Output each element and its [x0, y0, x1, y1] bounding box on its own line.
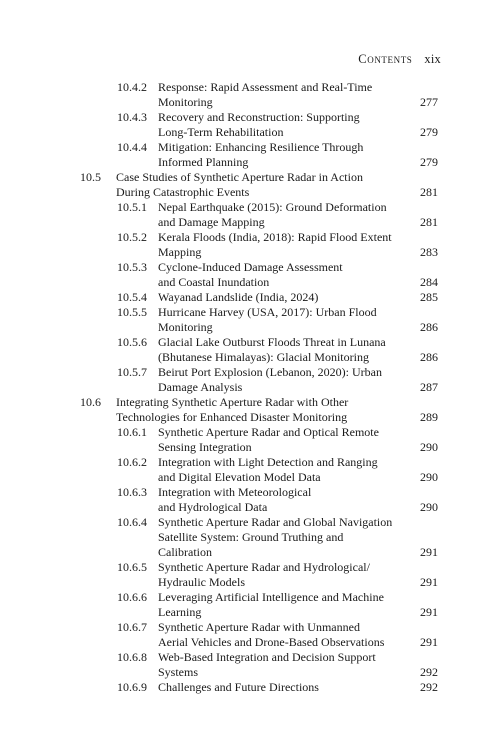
toc-entry-title: Glacial Lake Outburst Floods Threat in Lunana (Bhutanese Himalayas): Glacial Monitoring: [158, 335, 386, 364]
toc-entry: [0, 650, 500, 680]
toc-entry-number: 10.5.1: [117, 200, 147, 214]
toc-entry-page: 281: [420, 215, 438, 229]
toc-entry-number: 10.4.2: [117, 80, 147, 94]
toc-entry-title: Nepal Earthquake (2015): Ground Deformation and Damage Mapping: [158, 200, 387, 229]
toc-entry-title: Beirut Port Explosion (Lebanon, 2020): Urban Damage Analysis: [158, 365, 382, 394]
toc-entry: [0, 425, 500, 455]
toc-entry-number: 10.6.8: [117, 650, 147, 664]
toc-entry: [0, 200, 500, 230]
running-header-title: Contents: [358, 52, 413, 66]
toc-entry-number: 10.6.3: [117, 485, 147, 499]
toc-entry-number: 10.6.5: [117, 560, 147, 574]
toc-entry: [0, 140, 500, 170]
toc-entry-page: 286: [420, 350, 438, 364]
toc-entry-page: 291: [420, 605, 438, 619]
toc-entry-page: 289: [420, 410, 438, 424]
toc-entry: [0, 305, 500, 335]
toc-entry-title: Challenges and Future Directions: [158, 680, 319, 694]
toc-entry-number: 10.6.9: [117, 680, 147, 694]
toc-entry-title: Wayanad Landslide (India, 2024): [158, 290, 319, 304]
toc-entry-page: 287: [420, 380, 438, 394]
toc-entry-number: 10.6.7: [117, 620, 147, 634]
toc-entry-page: 291: [420, 545, 438, 559]
toc-entry: [0, 680, 500, 695]
toc-entry: [0, 620, 500, 650]
toc-entry: [0, 485, 500, 515]
toc-entry-number: 10.4.4: [117, 140, 147, 154]
toc-entry-title: Integrating Synthetic Aperture Radar with Other Technologies for Enhanced Disaster Monitoring: [116, 395, 349, 424]
toc-entry: [0, 515, 500, 560]
page-number: xix: [424, 52, 441, 66]
toc-entry: [0, 230, 500, 260]
toc-entry-page: 277: [420, 95, 438, 109]
toc-entry-title: Hurricane Harvey (USA, 2017): Urban Flood Monitoring: [158, 305, 377, 334]
toc-entry: [0, 80, 500, 110]
toc-entry-number: 10.6.1: [117, 425, 147, 439]
toc-entry-page: 279: [420, 155, 438, 169]
toc-entry: [0, 170, 500, 200]
toc-entry-page: 292: [420, 680, 438, 694]
toc-entry-page: 291: [420, 635, 438, 649]
toc-entry-title: Cyclone-Induced Damage Assessment and Coastal Inundation: [158, 260, 343, 289]
toc-entry: [0, 110, 500, 140]
toc-entry-page: 281: [420, 185, 438, 199]
toc-entry-number: 10.5: [80, 170, 101, 184]
toc-entry-number: 10.5.7: [117, 365, 147, 379]
toc-entry: [0, 560, 500, 590]
toc-entry-page: 286: [420, 320, 438, 334]
toc-entry-number: 10.5.6: [117, 335, 147, 349]
toc-entry: [0, 395, 500, 425]
toc-entry-title: Synthetic Aperture Radar with Unmanned Aerial Vehicles and Drone-Based Observations: [158, 620, 385, 649]
toc-entry: [0, 455, 500, 485]
toc-entry-title: Mitigation: Enhancing Resilience Through Informed Planning: [158, 140, 364, 169]
toc-entry: [0, 365, 500, 395]
toc-entry-title: Response: Rapid Assessment and Real-Time Monitoring: [158, 80, 373, 109]
toc-entry-page: 283: [420, 245, 438, 259]
toc-entry-title: Recovery and Reconstruction: Supporting Long-Term Rehabilitation: [158, 110, 360, 139]
toc-entry-title: Synthetic Aperture Radar and Optical Remote Sensing Integration: [158, 425, 379, 454]
toc-entry-number: 10.6.4: [117, 515, 147, 529]
running-header: [358, 52, 441, 67]
toc-entry-title: Synthetic Aperture Radar and Hydrological/ Hydraulic Models: [158, 560, 370, 589]
toc-entry-title: Leveraging Artificial Intelligence and Machine Learning: [158, 590, 384, 619]
toc-entry-page: 290: [420, 470, 438, 484]
toc-entry: [0, 260, 500, 290]
toc-entry-number: 10.6.2: [117, 455, 147, 469]
toc-entry: [0, 590, 500, 620]
toc-entry-title: Integration with Meteorological and Hydrological Data: [158, 485, 312, 514]
table-of-contents: [0, 80, 500, 695]
toc-entry-page: 290: [420, 440, 438, 454]
toc-entry-page: 284: [420, 275, 438, 289]
toc-entry-title: Synthetic Aperture Radar and Global Navigation Satellite System: Ground Truthing and Calibration: [158, 515, 393, 559]
toc-entry-page: 279: [420, 125, 438, 139]
toc-entry: [0, 335, 500, 365]
toc-entry-number: 10.4.3: [117, 110, 147, 124]
toc-entry: [0, 290, 500, 305]
toc-entry-page: 285: [420, 290, 438, 304]
toc-entry-number: 10.5.4: [117, 290, 147, 304]
toc-entry-page: 292: [420, 665, 438, 679]
toc-entry-number: 10.5.2: [117, 230, 147, 244]
toc-entry-title: Integration with Light Detection and Ranging and Digital Elevation Model Data: [158, 455, 378, 484]
toc-entry-number: 10.5.5: [117, 305, 147, 319]
toc-entry-page: 291: [420, 575, 438, 589]
toc-entry-title: Web-Based Integration and Decision Support Systems: [158, 650, 376, 679]
toc-entry-title: Kerala Floods (India, 2018): Rapid Flood Extent Mapping: [158, 230, 392, 259]
toc-entry-number: 10.6.6: [117, 590, 147, 604]
toc-entry-number: 10.6: [80, 395, 101, 409]
toc-entry-number: 10.5.3: [117, 260, 147, 274]
toc-entry-page: 290: [420, 500, 438, 514]
toc-entry-title: Case Studies of Synthetic Aperture Radar in Action During Catastrophic Events: [116, 170, 363, 199]
